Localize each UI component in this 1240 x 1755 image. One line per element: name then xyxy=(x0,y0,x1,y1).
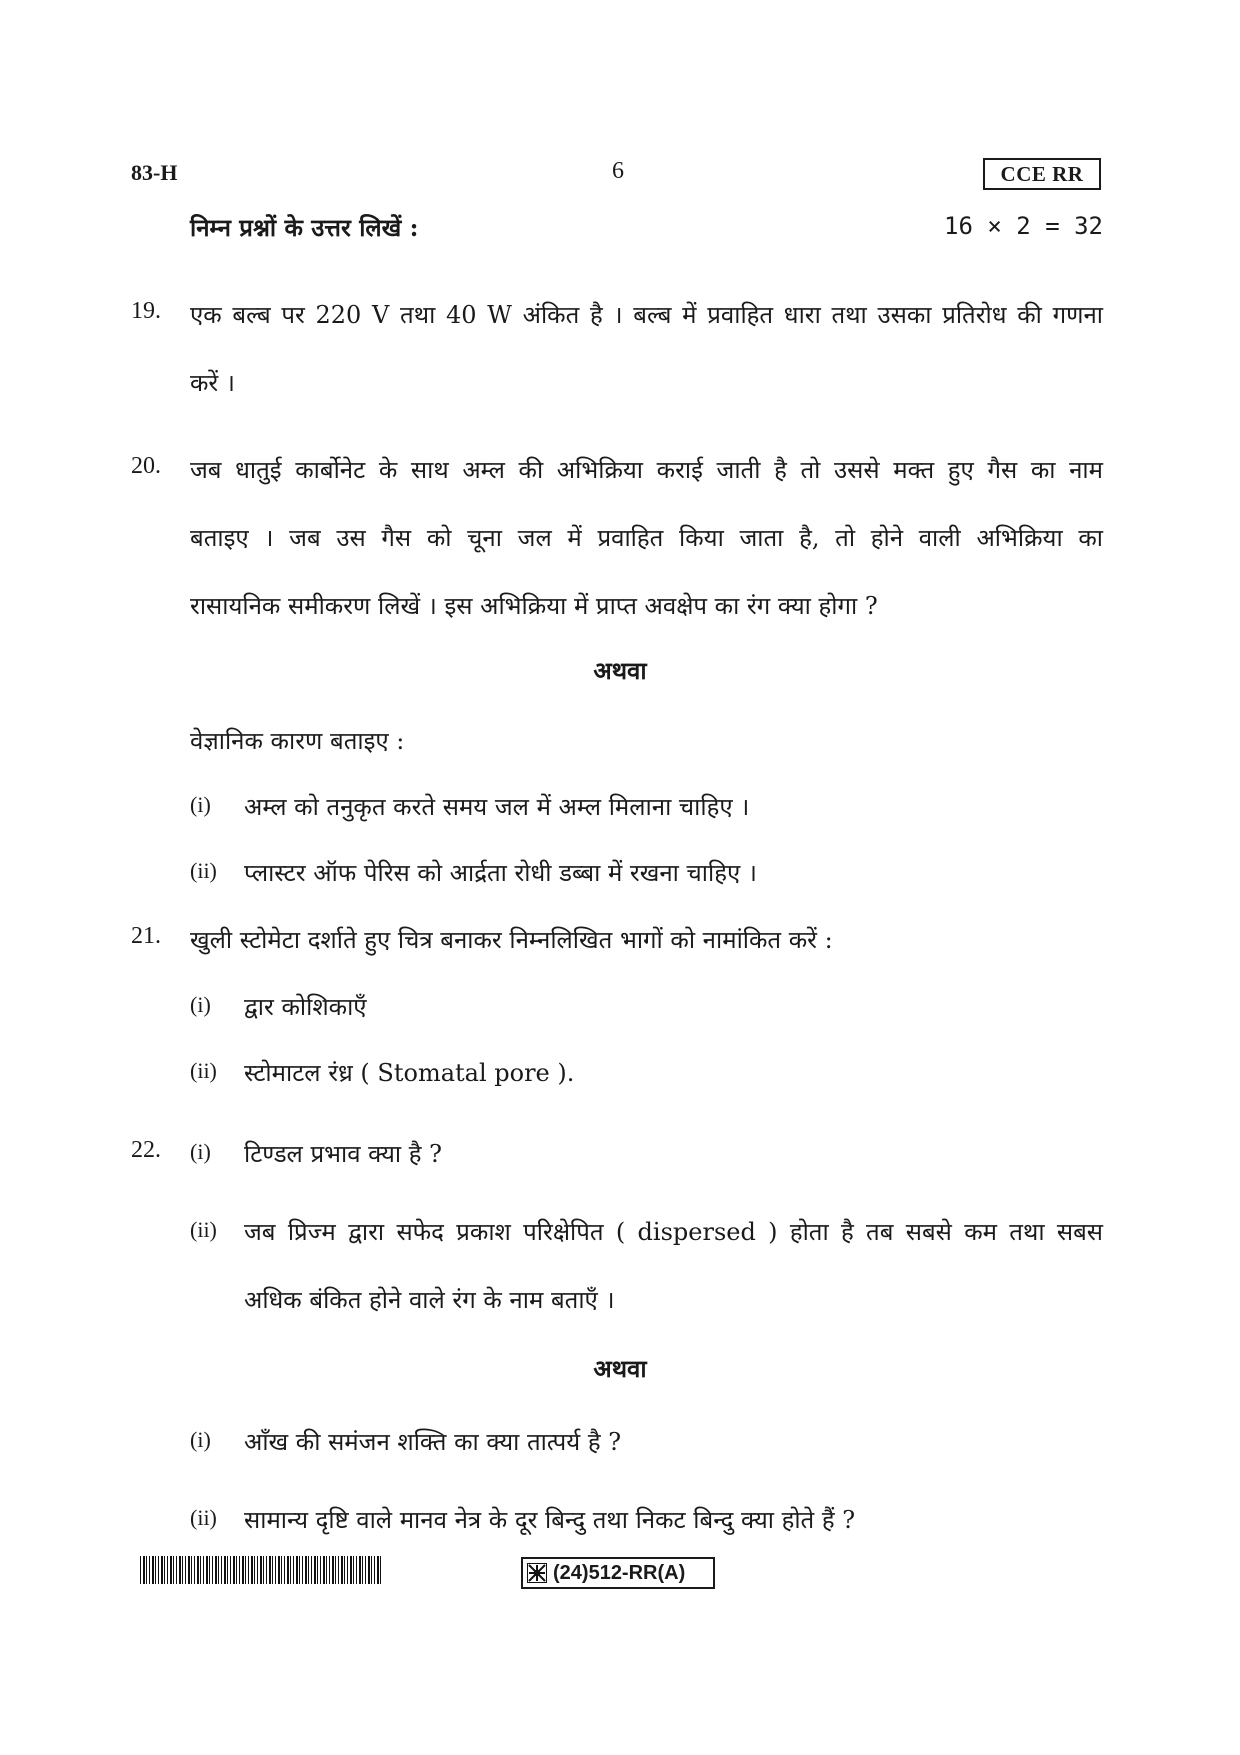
page-number: 6 xyxy=(612,158,624,184)
q22-alt-ii: सामान्य दृष्टि वाले मानव नेत्र के दूर बिन्दु तथा निकट बिन्दु क्या होते हैं ? xyxy=(244,1506,856,1534)
q22-number: 22. xyxy=(131,1137,161,1163)
qr-mark-icon xyxy=(527,1563,547,1583)
q20-line1: जब धातुई कार्बोनेट के साथ अम्ल की अभिक्रिया कराई जाती है तो उससे मक्त हुए गैस का नाम xyxy=(190,456,1103,484)
series-badge: CCE RR xyxy=(983,158,1101,190)
q20-or-label: अथवा xyxy=(593,656,647,685)
q19-number: 19. xyxy=(131,298,161,324)
q20-number: 20. xyxy=(131,453,161,479)
section-marks: 16 × 2 = 32 xyxy=(944,212,1103,240)
q22-alt-i-label: (i) xyxy=(190,1427,211,1452)
q20-line2: बताइए । जब उस गैस को चूना जल में प्रवाहित किया जाता है, तो होने वाली अभिक्रिया का xyxy=(190,524,1103,552)
q21-i: द्वार कोशिकाएँ xyxy=(244,993,367,1021)
q22-i-label: (i) xyxy=(190,1139,211,1164)
footer-code: (24)512-RR(A) xyxy=(553,1562,686,1584)
q20-line3: रासायनिक समीकरण लिखें । इस अभिक्रिया में प्राप्त अवक्षेप का रंग क्या होगा ? xyxy=(190,592,878,620)
q22-ii-line1: जब प्रिज्म द्वारा सफेद प्रकाश परिक्षेपित ( dispersed ) होता है तब सबसे कम तथा सबस xyxy=(244,1218,1103,1246)
q21-ii: स्टोमाटल रंध्र ( Stomatal pore ). xyxy=(244,1059,575,1087)
barcode-icon xyxy=(140,1556,382,1584)
q21-ii-label: (ii) xyxy=(190,1058,217,1083)
paper-code-footer xyxy=(521,1557,715,1589)
q22-ii-label: (ii) xyxy=(190,1217,217,1242)
q20-alt-intro: वेज्ञानिक कारण बताइए : xyxy=(190,727,405,755)
q21-number: 21. xyxy=(131,923,161,949)
q22-i: टिण्डल प्रभाव क्या है ? xyxy=(244,1140,443,1168)
q20-alt-ii-label: (ii) xyxy=(190,858,217,883)
q20-alt-i-label: (i) xyxy=(190,792,211,817)
q20-alt-i: अम्ल को तनुकृत करते समय जल में अम्ल मिलाना चाहिए । xyxy=(244,793,750,821)
q21-i-label: (i) xyxy=(190,992,211,1017)
section-instruction: निम्न प्रश्नों के उत्तर लिखें : xyxy=(190,213,419,242)
q19-line1: एक बल्ब पर 220 V तथा 40 W अंकित है । बल्ब में प्रवाहित धारा तथा उसका प्रतिरोध की गणना xyxy=(190,301,1103,329)
q22-ii-line2: अधिक बंकित होने वाले रंग के नाम बताएँ । xyxy=(244,1286,615,1314)
q22-alt-i: आँख की समंजन शक्ति का क्या तात्पर्य है ? xyxy=(244,1428,622,1456)
q20-alt-ii: प्लास्टर ऑफ पेरिस को आर्द्रता रोधी डब्बा में रखना चाहिए । xyxy=(244,859,757,887)
paper-code: 83-H xyxy=(131,160,178,185)
q19-line2: करें । xyxy=(190,369,235,397)
q22-or-label: अथवा xyxy=(593,1354,647,1383)
q21-line1: खुली स्टोमेटा दर्शाते हुए चित्र बनाकर निम्नलिखित भागों को नामांकित करें : xyxy=(190,926,833,954)
q22-alt-ii-label: (ii) xyxy=(190,1505,217,1530)
